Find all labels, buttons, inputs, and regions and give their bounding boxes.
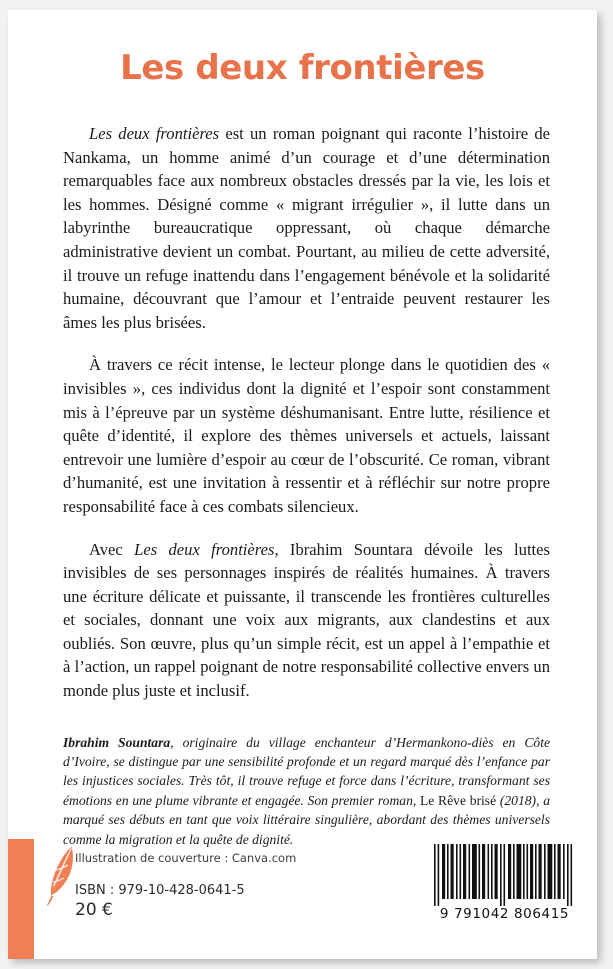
barcode-bars-icon — [431, 844, 578, 906]
blurb-paragraph-3-text: , Ibrahim Sountara dévoile les luttes invisibles de ses personnages inspirés de réalités humaines. À travers une écriture délicate et puissante, il transcende les frontières culturelles et sociales, donnant une voix aux migrants, aux clandestins et aux oubliés. Son œuvre, plus qu’un simple récit, est un appel à l’empathie et à l’action, un rappel poignant de notre responsabilité collective envers un monde plus juste et inclusif. — [63, 539, 550, 701]
quill-feather-icon — [44, 844, 78, 906]
footer — [8, 839, 597, 959]
author-previous-work-title: Le Rêve brisé — [420, 792, 497, 808]
blurb-paragraph-3-prefix: Avec — [89, 539, 135, 559]
blurb-paragraph-1 — [63, 122, 550, 334]
author-name: Ibrahim Sountara — [63, 734, 171, 750]
publisher-accent-bar — [8, 839, 34, 959]
blurb-title-mention-2: Les deux frontières — [134, 539, 275, 559]
barcode — [431, 844, 578, 922]
author-bio-text-part-2: (2018), a marqué ses débuts en tant que voix littéraire singulière, abordant des thèmes universels comme la migration et la quête de dignité. — [63, 792, 550, 847]
blurb-paragraph-2: À travers ce récit intense, le lecteur plonge dans le quotidien des « invisibles », ces individus dont la dignité et l’espoir sont constamment mis à l’épreuve par un système déshumanisant. Entre lutte, résilience et quête d’identité, il explore des thèmes universels et actuels, laissant entrevoir une lumière d’espoir au cœur de l’obscurité. Ce roman, vibrant d’humanité, est une invitation à ressentir et à réfléchir sur notre propre responsabilité face à ces combats silencieux. — [63, 355, 550, 516]
author-bio-section — [8, 733, 597, 849]
page-title: Les deux frontières — [120, 48, 485, 88]
book-back-cover-page — [8, 10, 597, 959]
cover-illustration-credit: Illustration de couverture : Canva.com — [75, 851, 297, 865]
barcode-digits: 9 791042 806415 — [439, 906, 570, 922]
price-line: 20 € — [75, 900, 113, 920]
imprint-block — [75, 851, 296, 921]
author-bio-paragraph — [63, 733, 550, 849]
blurb-title-mention-1: Les deux frontières — [89, 124, 220, 143]
blurb-section — [8, 122, 597, 703]
author-bio-text-part-1: , originaire du village enchanteur d’Hermankono-diès en Côte d’Ivoire, se distingue par une sensibilité profonde et un regard marqué dès l’enfance par les injustices sociales. Très tôt, il trouve refuge et force dans l’écriture, transformant ses émotions en une plume vibrante et engagée. Son premier roman, — [63, 734, 551, 808]
blurb-paragraph-1-text: est un roman poignant qui raconte l’histoire de Nankama, un homme animé d’un courage et d’une détermination remarquables face aux nombreux obstacles dressés par la vie, les lois et les hommes. Désigné comme « migrant irrégulier », il lutte dans un labyrinthe bureaucratique oppressant, où chaque démarche administrative devient un combat. Pourtant, au milieu de cette adversité, il trouve un refuge inattendu dans l’engagement bénévole et la solidarité humaine, découvrant que l’amour et l’entraide peuvent restaurer les âmes les plus brisées. — [63, 124, 551, 332]
blurb-paragraph-3 — [63, 538, 550, 703]
isbn-line: ISBN : 979-10-428-0641-5 — [75, 883, 245, 898]
